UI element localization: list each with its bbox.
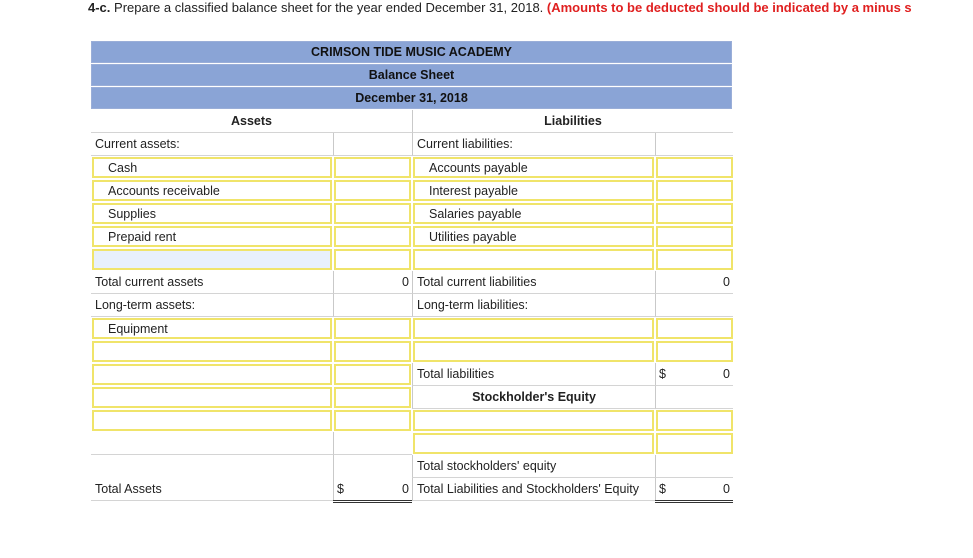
table-row [91, 478, 733, 501]
table-row [91, 271, 733, 294]
asset-extra-input[interactable] [92, 364, 332, 385]
statement-title: Balance Sheet [91, 64, 732, 86]
liability-extra-input[interactable] [413, 318, 654, 339]
column-header-row [91, 110, 733, 133]
asset-item-equipment[interactable]: Equipment [92, 318, 332, 339]
asset-amount-input[interactable] [334, 180, 411, 201]
instruction-warning: (Amounts to be deducted should be indicated by a minus s [546, 0, 912, 15]
equity-amount-input[interactable] [656, 433, 733, 454]
table-row [91, 294, 733, 317]
asset-amount-input[interactable] [334, 157, 411, 178]
liability-amount-input[interactable] [656, 180, 733, 201]
long-term-assets-heading-amount [333, 294, 412, 317]
asset-amount-input[interactable] [334, 318, 411, 339]
liability-amount-input[interactable] [656, 203, 733, 224]
asset-extra-input[interactable] [92, 341, 332, 362]
liability-item-interest-payable[interactable]: Interest payable [413, 180, 654, 201]
asset-extra-input[interactable] [92, 410, 332, 431]
grand-total-label: Total Liabilities and Stockholders' Equity [412, 478, 655, 501]
liability-item-accounts-payable[interactable]: Accounts payable [413, 157, 654, 178]
asset-amount-input[interactable] [334, 364, 411, 385]
table-row [91, 179, 733, 202]
liability-amount-input[interactable] [656, 226, 733, 247]
asset-extra-input[interactable] [92, 387, 332, 408]
liability-item-salaries-payable[interactable]: Salaries payable [413, 203, 654, 224]
total-equity-label: Total stockholders' equity [412, 455, 655, 478]
asset-amount-input[interactable] [334, 341, 411, 362]
liability-amount-input[interactable] [656, 157, 733, 178]
table-row [91, 156, 733, 179]
asset-extra-input[interactable] [92, 249, 332, 270]
total-liabilities-currency: $ [659, 367, 666, 381]
instruction-text [88, 0, 973, 16]
stockholders-equity-heading: Stockholder's Equity [412, 386, 655, 409]
equity-item-input[interactable] [413, 410, 654, 431]
asset-amount-input[interactable] [334, 410, 411, 431]
total-assets-value: 0 [402, 482, 409, 496]
table-row [91, 317, 733, 340]
total-assets-label: Total Assets [91, 478, 333, 501]
total-liabilities-value: 0 [723, 367, 730, 381]
long-term-liabilities-heading: Long-term liabilities: [412, 294, 655, 317]
total-current-assets-value: 0 [333, 271, 412, 294]
table-row [91, 363, 733, 386]
asset-item-prepaid-rent[interactable]: Prepaid rent [92, 226, 332, 247]
equity-heading-amount [655, 386, 733, 409]
liabilities-column-header: Liabilities [412, 110, 733, 133]
assets-column-header: Assets [91, 110, 412, 133]
total-current-assets-label: Total current assets [91, 271, 333, 294]
asset-amount-input[interactable] [334, 387, 411, 408]
blank-cell [333, 432, 412, 455]
table-row [91, 409, 733, 432]
asset-amount-input[interactable] [334, 226, 411, 247]
table-row [91, 386, 733, 409]
asset-item-cash[interactable]: Cash [92, 157, 332, 178]
equity-item-input[interactable] [413, 433, 654, 454]
total-equity-value [655, 455, 733, 478]
grand-total-double-underline [655, 500, 733, 503]
long-term-assets-heading: Long-term assets: [91, 294, 333, 317]
total-current-liabilities-value: 0 [655, 271, 733, 294]
total-liabilities-label: Total liabilities [412, 363, 655, 386]
asset-item-accounts-receivable[interactable]: Accounts receivable [92, 180, 332, 201]
company-name: CRIMSON TIDE MUSIC ACADEMY [91, 41, 732, 63]
asset-amount-input[interactable] [334, 249, 411, 270]
equity-amount-input[interactable] [656, 410, 733, 431]
table-row [91, 432, 733, 455]
grand-total-currency: $ [659, 482, 666, 496]
blank-cell [91, 455, 333, 478]
liability-amount-input[interactable] [656, 341, 733, 362]
total-assets-double-underline [333, 500, 412, 503]
table-row [91, 248, 733, 271]
long-term-liabilities-heading-amount [655, 294, 733, 317]
table-row [91, 340, 733, 363]
table-row [91, 455, 733, 478]
total-liabilities-cell [655, 363, 733, 386]
total-assets-cell [333, 478, 412, 501]
current-liabilities-heading-amount [655, 133, 733, 156]
current-assets-heading: Current assets: [91, 133, 333, 156]
table-row [91, 202, 733, 225]
question-number: 4-c. [88, 0, 111, 15]
current-assets-heading-amount [333, 133, 412, 156]
statement-date: December 31, 2018 [91, 87, 732, 109]
asset-amount-input[interactable] [334, 203, 411, 224]
total-current-liabilities-label: Total current liabilities [412, 271, 655, 294]
instruction-body: Prepare a classified balance sheet for the year ended December 31, 2018. [110, 0, 547, 15]
blank-cell [91, 432, 333, 455]
current-liabilities-heading: Current liabilities: [412, 133, 655, 156]
table-row [91, 225, 733, 248]
total-assets-currency: $ [337, 482, 344, 496]
liability-extra-input[interactable] [413, 341, 654, 362]
grand-total-cell [655, 478, 733, 501]
asset-item-supplies[interactable]: Supplies [92, 203, 332, 224]
liability-extra-input[interactable] [413, 249, 654, 270]
blank-cell [333, 455, 412, 478]
liability-amount-input[interactable] [656, 249, 733, 270]
liability-amount-input[interactable] [656, 318, 733, 339]
grand-total-value: 0 [723, 482, 730, 496]
liability-item-utilities-payable[interactable]: Utilities payable [413, 226, 654, 247]
table-row [91, 133, 733, 156]
